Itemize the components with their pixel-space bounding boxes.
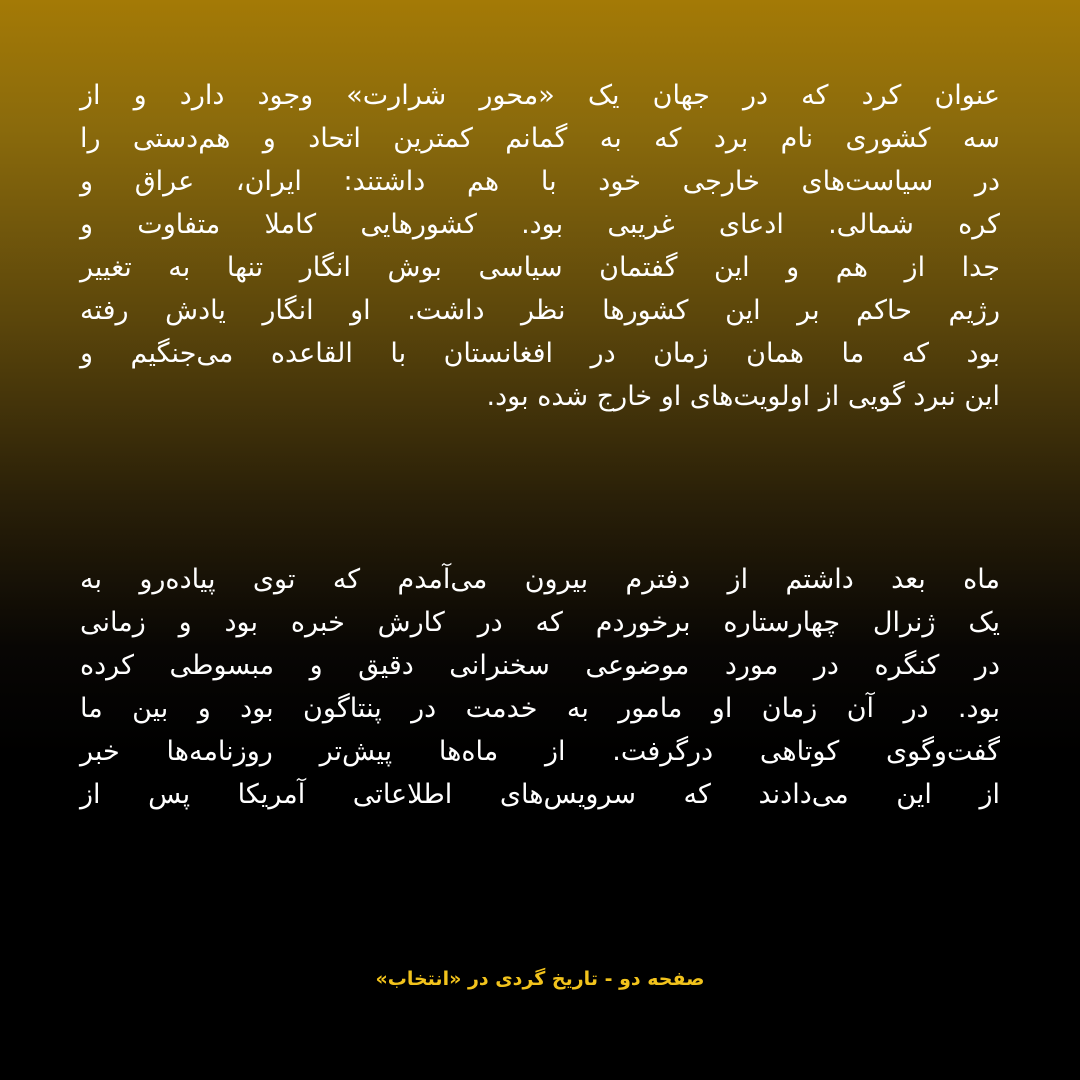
text-line: سه کشوری نام برد که به گمانم کمترین اتحاد و هم‌دستی را xyxy=(80,123,1000,154)
text-line: از این می‌دادند که سرویس‌های اطلاعاتی آمریکا پس از xyxy=(80,779,1000,810)
text-line: بود که ما همان زمان در افغانستان با القاعده می‌جنگیم و xyxy=(80,338,1000,369)
text-line: عنوان کرد که در جهان یک «محور شرارت» وجود دارد و از xyxy=(80,80,1000,111)
page-footer: صفحه دو - تاریخ گردی در «انتخاب» xyxy=(375,968,705,990)
text-line: در کنگره در مورد موضوعی سخنرانی دقیق و مبسوطی کرده xyxy=(80,650,1000,681)
text-line: جدا از هم و این گفتمان سیاسی بوش انگار تنها به تغییر xyxy=(80,252,1000,283)
text-line: یک ژنرال چهارستاره برخوردم که در کارش خبره بود و زمانی xyxy=(80,607,1000,638)
text-line: این نبرد گویی از اولویت‌های او خارج شده بود. xyxy=(486,381,1000,412)
paragraph-1 xyxy=(80,74,1000,418)
text-line: ماه بعد داشتم از دفترم بیرون می‌آمدم که توی پیاده‌رو به xyxy=(80,564,1000,595)
paragraph-2 xyxy=(80,558,1000,816)
text-line: بود. در آن زمان او مامور به خدمت در پنتاگون بود و بین ما xyxy=(80,693,1000,724)
text-line: رژیم حاکم بر این کشورها نظر داشت. او انگار یادش رفته xyxy=(80,295,1000,326)
text-line: در سیاست‌های خارجی خود با هم داشتند: ایران، عراق و xyxy=(80,166,1000,197)
text-line: گفت‌وگوی کوتاهی درگرفت. از ماه‌ها پیش‌تر روزنامه‌ها خبر xyxy=(80,736,1000,767)
text-line: کره شمالی. ادعای غریبی بود. کشورهایی کاملا متفاوت و xyxy=(80,209,1000,240)
